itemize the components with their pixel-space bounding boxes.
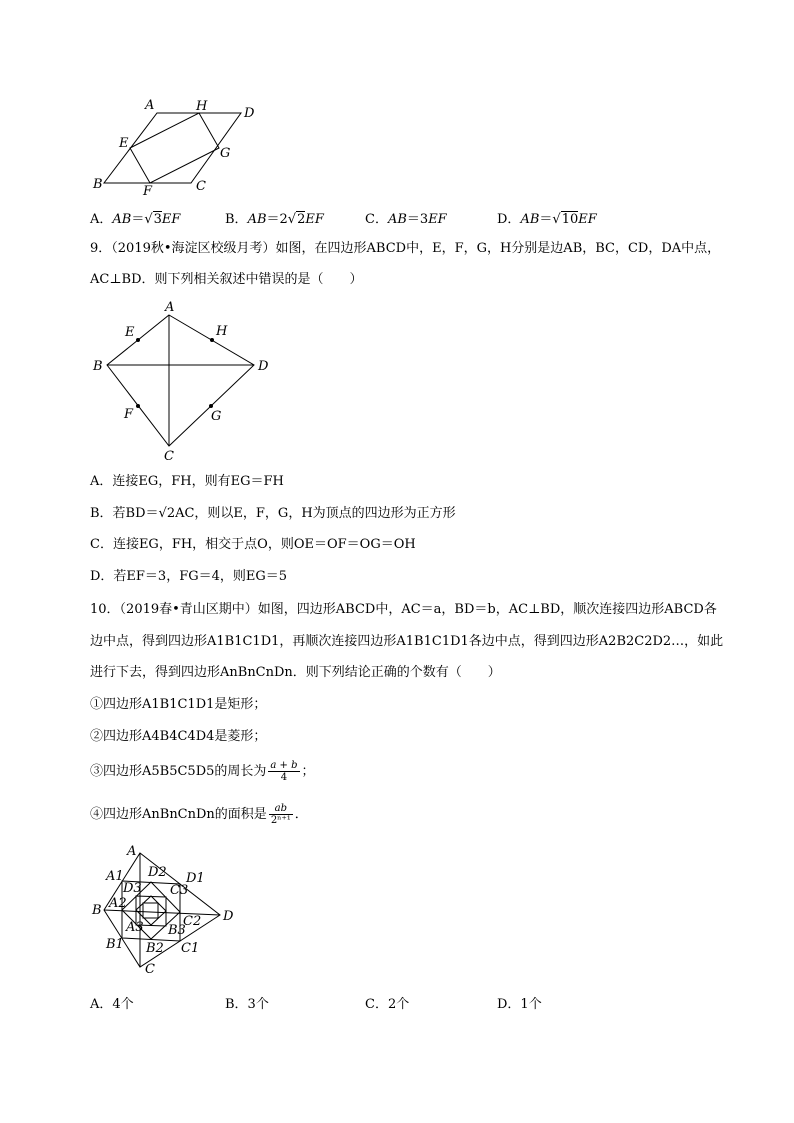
q10-statement-3	[90, 760, 315, 784]
label-A: A	[127, 844, 137, 859]
q8-option-c[interactable]: C．AB＝3EF	[365, 212, 447, 227]
label-D2: D2	[148, 865, 167, 880]
label-D: D	[244, 106, 255, 121]
point-F	[136, 404, 140, 408]
label-B: B	[92, 903, 102, 918]
label-B: B	[93, 177, 103, 192]
q10-statement-4	[90, 803, 308, 827]
q10-option-d[interactable]: D．1个	[497, 997, 542, 1012]
label-D3: D3	[123, 881, 142, 896]
label-A: A	[165, 300, 175, 315]
q10-stem-line1: 10．（2019春•青山区期中）如图，四边形ABCD中，AC＝a，BD＝b，AC⊥BD，顺次连接四边形ABCD各	[90, 602, 717, 617]
q8-option-b[interactable]: B．AB＝2√2EF	[225, 212, 324, 227]
q10-stem-line2: 边中点，得到四边形A1B1C1D1，再顺次连接四边形A1B1C1D1各边中点，得到四边形A2B2C2D2…，如此	[90, 634, 724, 649]
q10-option-b[interactable]: B．3个	[225, 997, 269, 1012]
q8-option-a[interactable]: A．AB＝√3EF	[90, 212, 181, 227]
label-H: H	[196, 99, 208, 114]
label-C3: C3	[170, 883, 189, 898]
q8-option-d[interactable]: D．AB＝√10EF	[497, 212, 597, 227]
label-A1: A1	[106, 869, 124, 884]
figure-kite	[88, 298, 273, 463]
q9-option-d[interactable]: D．若EF＝3，FG＝4，则EG＝5	[90, 569, 288, 584]
label-B2: B2	[146, 941, 164, 956]
label-C2: C2	[183, 914, 202, 929]
label-A2: A2	[109, 896, 127, 911]
label-D: D	[223, 909, 234, 924]
label-B1: B1	[106, 937, 124, 952]
label-F: F	[143, 184, 153, 199]
fraction-numerator: a + b	[270, 760, 298, 771]
label-C: C	[196, 179, 206, 194]
label-C1: C1	[181, 941, 200, 956]
label-C: C	[164, 449, 174, 463]
label-B3: B3	[168, 923, 186, 938]
q10-statement-1: ①四边形A1B1C1D1是矩形；	[90, 697, 267, 712]
q9-stem-line2: AC⊥BD．则下列相关叙述中错误的是（ ）	[90, 272, 363, 287]
label-B: B	[93, 359, 103, 374]
fraction-numerator: ab	[269, 803, 293, 815]
label-E: E	[119, 136, 129, 151]
label-H: H	[216, 324, 228, 339]
label-D: D	[258, 359, 269, 374]
label-C: C	[145, 962, 155, 977]
fraction-denominator: 4	[280, 772, 288, 783]
q10-statement-2: ②四边形A4B4C4D4是菱形；	[90, 729, 267, 744]
quadrilateral-a5b5c5d5	[143, 903, 158, 918]
q9-option-b[interactable]: B．若BD＝√2AC，则以E，F，G，H为顶点的四边形为正方形	[90, 506, 456, 521]
q9-option-a[interactable]: A．连接EG，FH，则有EG＝FH	[90, 474, 284, 489]
fraction-denominator: 2ⁿ⁺¹	[270, 815, 291, 826]
q9-stem-line1: 9．（2019秋•海淀区校级月考）如图，在四边形ABCD中，E，F，G，H分别是边AB，BC，CD，DA中点，	[90, 241, 721, 256]
label-A3: A3	[126, 920, 144, 935]
point-H	[210, 338, 214, 342]
q10-option-c[interactable]: C．2个	[365, 997, 410, 1012]
label-G: G	[211, 409, 222, 424]
figure-parallelogram	[85, 95, 265, 200]
point-G	[209, 404, 213, 408]
q10-statement-3-post: ；	[301, 764, 315, 779]
point-E	[136, 338, 140, 342]
label-D1: D1	[186, 871, 205, 886]
quadrilateral-efgh	[130, 113, 219, 183]
label-A: A	[145, 98, 155, 113]
fraction-area	[269, 803, 293, 826]
fraction-perimeter	[268, 760, 299, 783]
q10-statement-4-pre: ④四边形AnBnCnDn的面积是	[90, 807, 267, 822]
label-E: E	[125, 325, 135, 340]
q10-stem-line3: 进行下去，得到四边形AnBnCnDn．则下列结论正确的个数有（ ）	[90, 665, 501, 680]
label-G: G	[220, 146, 231, 161]
figure-nested-quadrilaterals	[88, 840, 240, 980]
q10-statement-3-pre: ③四边形A5B5C5D5的周长为	[90, 764, 267, 779]
q9-option-c[interactable]: C．连接EG，FH，相交于点O，则OE＝OF＝OG＝OH	[90, 537, 416, 552]
q10-statement-4-post: ．	[294, 807, 308, 822]
label-F: F	[124, 407, 134, 422]
q10-option-a[interactable]: A．4个	[90, 997, 134, 1012]
